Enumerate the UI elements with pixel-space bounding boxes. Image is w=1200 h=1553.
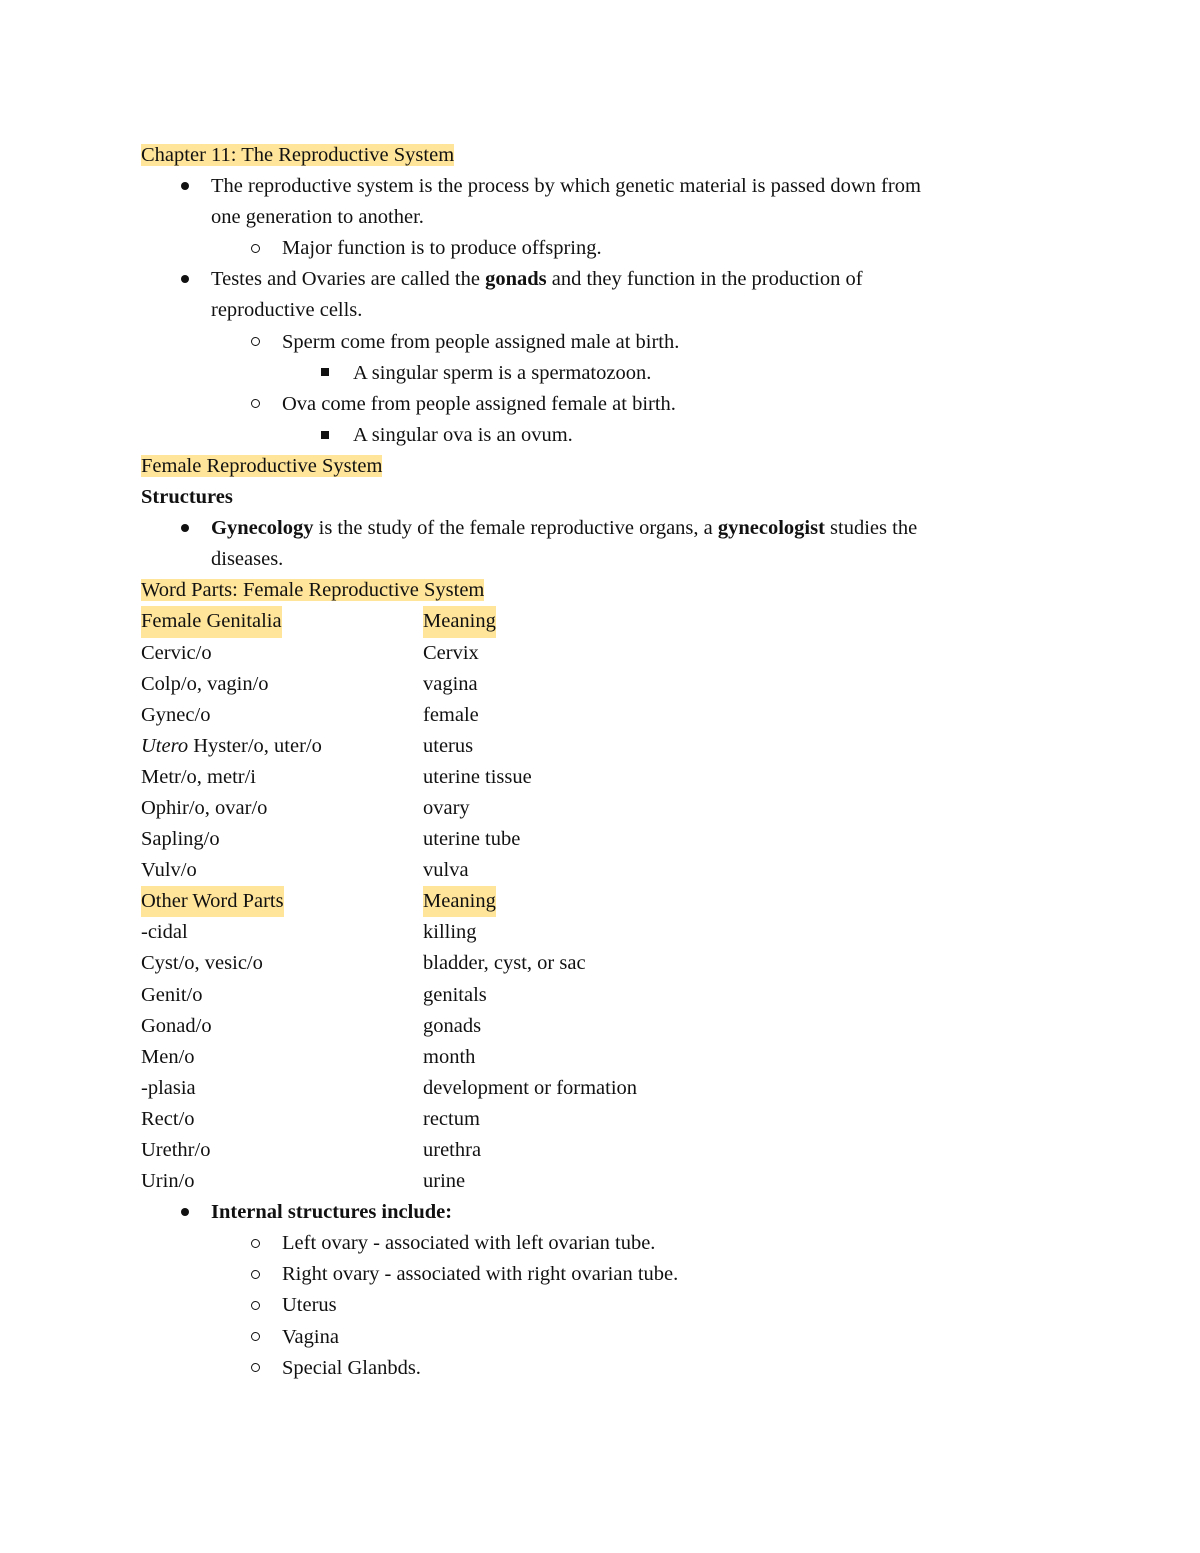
word-meaning: rectum (423, 1107, 480, 1130)
table-row (141, 917, 1061, 948)
word-part: Cervic/o (141, 641, 212, 664)
word-meaning: development or formation (423, 1076, 638, 1099)
word-meaning: month (423, 1045, 476, 1068)
table-row (141, 700, 1061, 731)
ova-sub-sub-bullet (141, 420, 1061, 451)
gynecology-bold: Gynecology (211, 517, 314, 540)
table-row (141, 980, 1061, 1011)
table-row (141, 762, 1061, 793)
document-page (141, 140, 1061, 1384)
list-item (141, 1353, 1061, 1384)
circle-bullet-icon (245, 1228, 265, 1259)
gonads-text-line2: reproductive cells. (211, 299, 363, 322)
chapter-heading-line (141, 140, 1061, 171)
word-part: Gynec/o (141, 703, 211, 726)
word-meaning: Cervix (423, 641, 479, 664)
table-row (141, 1166, 1061, 1197)
intro-bullet (141, 171, 1061, 202)
circle-bullet-icon (245, 389, 265, 420)
word-part: Men/o (141, 1045, 195, 1068)
genitalia-header-left: Female Genitalia (141, 606, 282, 637)
sperm-sub-text: A singular sperm is a spermatozoon. (353, 361, 652, 384)
other-word-parts-table (141, 886, 1061, 1197)
word-part: Sapling/o (141, 828, 220, 851)
internal-structures-heading: Internal structures include: (211, 1201, 453, 1224)
disc-bullet-icon (175, 1197, 195, 1228)
table-row (141, 1011, 1061, 1042)
circle-bullet-icon (245, 1353, 265, 1384)
other-header-left: Other Word Parts (141, 886, 284, 917)
disc-bullet-icon (175, 171, 195, 202)
word-meaning: female (423, 703, 479, 726)
table-row (141, 1042, 1061, 1073)
word-part: Rect/o (141, 1107, 195, 1130)
circle-bullet-icon (245, 327, 265, 358)
word-part: Vulv/o (141, 859, 197, 882)
genitalia-header-right: Meaning (423, 606, 496, 637)
internal-item-text: Right ovary - associated with right ovarian tube. (282, 1263, 679, 1286)
gynecologist-bold: gynecologist (717, 517, 825, 540)
sperm-text: Sperm come from people assigned male at birth. (282, 330, 680, 353)
table-row (141, 824, 1061, 855)
other-header-right: Meaning (423, 886, 496, 917)
word-meaning: vagina (423, 672, 478, 695)
word-meaning: uterine tissue (423, 765, 532, 788)
word-part: Cyst/o, vesic/o (141, 952, 263, 975)
gonads-bullet (141, 264, 1061, 295)
word-part (141, 731, 322, 762)
sperm-sub-bullet (141, 327, 1061, 358)
word-part-italic: Utero (141, 734, 189, 757)
internal-item-text: Special Glanbds. (282, 1356, 421, 1379)
female-heading: Female Reproductive System (141, 454, 383, 477)
word-part: Urin/o (141, 1170, 195, 1193)
table-row (141, 731, 1061, 762)
word-meaning: genitals (423, 983, 487, 1006)
square-bullet-icon (315, 358, 335, 389)
table-row (141, 638, 1061, 669)
disc-bullet-icon (175, 264, 195, 295)
word-parts-heading: Word Parts: Female Reproductive System (141, 579, 485, 602)
word-meaning: gonads (423, 1014, 482, 1037)
intro-text-line2: one generation to another. (211, 206, 424, 229)
ova-text: Ova come from people assigned female at birth. (282, 392, 676, 415)
word-meaning: uterine tube (423, 828, 521, 851)
word-meaning: urethra (423, 1139, 482, 1161)
circle-bullet-icon (245, 1322, 265, 1353)
intro-sub-bullet (141, 233, 1061, 264)
other-table-header (141, 886, 1061, 917)
table-row (141, 1073, 1061, 1104)
table-row (141, 855, 1061, 886)
word-part: Colp/o, vagin/o (141, 672, 269, 695)
gonads-text-after: and they function in the production of (546, 268, 863, 291)
table-row (141, 669, 1061, 700)
word-meaning: killing (423, 921, 477, 944)
word-meaning: uterus (423, 734, 474, 757)
genitalia-table-header (141, 606, 1061, 637)
internal-item-text: Vagina (282, 1325, 339, 1348)
internal-item-text: Uterus (282, 1294, 337, 1317)
table-row (141, 793, 1061, 824)
intro-sub-text: Major function is to produce offspring. (282, 237, 602, 260)
word-meaning: vulva (423, 859, 469, 882)
word-part: -plasia (141, 1076, 196, 1099)
word-meaning: ovary (423, 796, 470, 819)
list-item (141, 1259, 1061, 1290)
word-part: Gonad/o (141, 1014, 212, 1037)
gonads-bold: gonads (485, 268, 547, 291)
female-heading-line (141, 451, 1061, 482)
intro-text-line1: The reproductive system is the process by which genetic material is passed down from (211, 175, 921, 198)
sperm-sub-sub-bullet (141, 358, 1061, 389)
list-item (141, 1228, 1061, 1259)
circle-bullet-icon (245, 233, 265, 264)
gonads-bullet-cont (141, 295, 1061, 326)
list-item (141, 1322, 1061, 1353)
intro-bullet-cont (141, 202, 1061, 233)
internal-structures-bullet (141, 1197, 1061, 1228)
table-row (141, 948, 1061, 979)
chapter-heading: Chapter 11: The Reproductive System (141, 144, 455, 166)
internal-item-text: Left ovary - associated with left ovarian tube. (282, 1232, 656, 1255)
circle-bullet-icon (245, 1259, 265, 1290)
word-part: Metr/o, metr/i (141, 765, 257, 788)
circle-bullet-icon (245, 1290, 265, 1321)
table-row (141, 1135, 1061, 1166)
word-part-rest: Hyster/o, uter/o (188, 734, 322, 757)
word-part: Ophir/o, ovar/o (141, 796, 268, 819)
structures-heading: Structures (141, 486, 233, 509)
gynecology-mid: is the study of the female reproductive organs, a (313, 517, 718, 540)
gynecology-bullet-cont (141, 544, 1061, 575)
disc-bullet-icon (175, 513, 195, 544)
word-meaning: urine (423, 1170, 466, 1193)
word-meaning: bladder, cyst, or sac (423, 952, 586, 975)
word-parts-heading-line (141, 575, 1061, 606)
square-bullet-icon (315, 420, 335, 451)
word-part: Genit/o (141, 983, 203, 1006)
structures-heading-line (141, 482, 1061, 513)
gynecology-line2: diseases. (211, 548, 284, 571)
ova-sub-bullet (141, 389, 1061, 420)
word-part: Urethr/o (141, 1139, 211, 1161)
word-part: -cidal (141, 921, 188, 944)
list-item (141, 1290, 1061, 1321)
table-row (141, 1104, 1061, 1135)
gonads-text-before: Testes and Ovaries are called the (211, 268, 486, 291)
gynecology-end: studies the (824, 517, 918, 540)
genitalia-table (141, 606, 1061, 886)
gynecology-bullet (141, 513, 1061, 544)
ova-sub-text: A singular ova is an ovum. (353, 423, 573, 446)
